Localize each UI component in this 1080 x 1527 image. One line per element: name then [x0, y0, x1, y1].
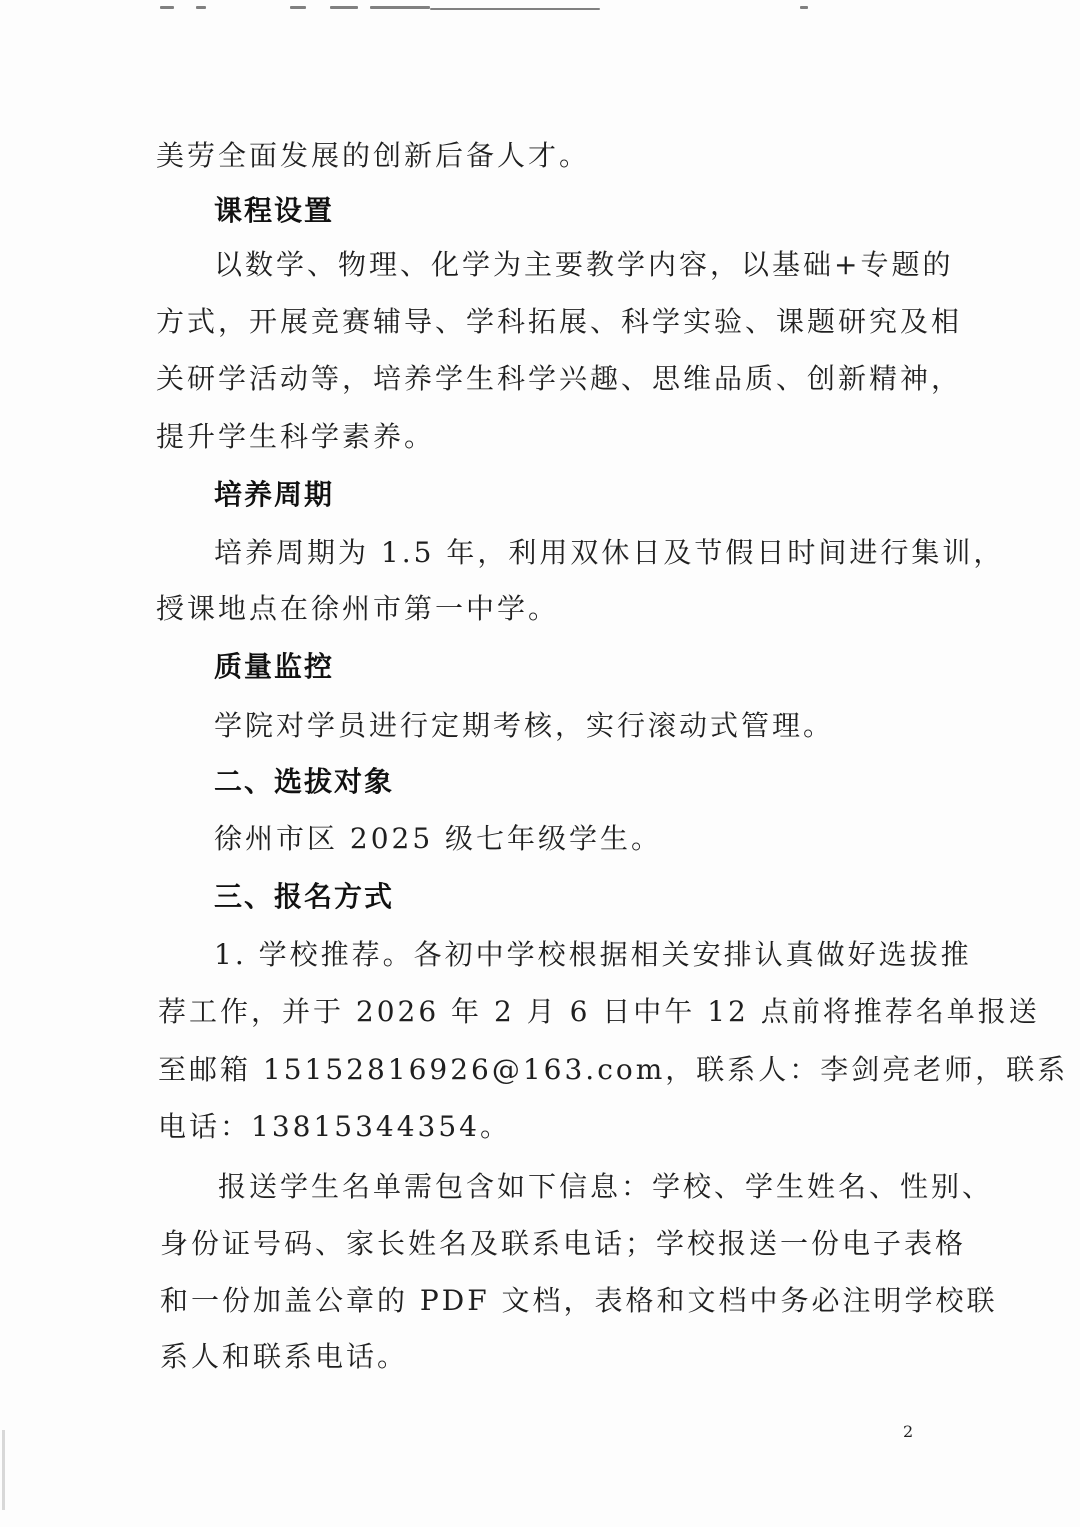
- body-line: 1. 学校推荐。各初中学校根据相关安排认真做好选拔推: [214, 938, 972, 971]
- body-line: 徐州市区 2025 级七年级学生。: [214, 822, 663, 855]
- section-heading-period: 培养周期: [214, 478, 335, 511]
- body-line: 报送学生名单需包含如下信息：学校、学生姓名、性别、: [218, 1170, 994, 1203]
- scan-edge-artifact: [0, 0, 1080, 20]
- section-heading-registration: 三、报名方式: [214, 880, 395, 913]
- body-line: 方式，开展竞赛辅导、学科拓展、科学实验、课题研究及相: [156, 305, 963, 338]
- scan-margin-artifact: [2, 1430, 5, 1510]
- body-line: 身份证号码、家长姓名及联系电话；学校报送一份电子表格: [160, 1227, 967, 1260]
- body-line: 系人和联系电话。: [160, 1340, 409, 1373]
- body-line: 提升学生科学素养。: [156, 420, 436, 453]
- body-line: 美劳全面发展的创新后备人才。: [156, 139, 591, 172]
- body-line: 和一份加盖公章的 PDF 文档，表格和文档中务必注明学校联: [160, 1284, 998, 1317]
- body-line: 荐工作，并于 2026 年 2 月 6 日中午 12 点前将推荐名单报送: [158, 995, 1040, 1028]
- body-line: 至邮箱 15152816926@163.com，联系人：李剑亮老师，联系: [158, 1053, 1069, 1086]
- section-heading-course: 课程设置: [214, 194, 335, 227]
- body-line: 关研学活动等，培养学生科学兴趣、思维品质、创新精神，: [156, 362, 963, 395]
- body-line: 以数学、物理、化学为主要教学内容，以基础+专题的: [214, 248, 954, 281]
- body-line: 授课地点在徐州市第一中学。: [156, 592, 560, 625]
- page-number: 2: [903, 1422, 914, 1441]
- body-line: 培养周期为 1.5 年，利用双休日及节假日时间进行集训，: [214, 536, 1005, 569]
- body-line: 学院对学员进行定期考核，实行滚动式管理。: [214, 709, 835, 742]
- section-heading-quality: 质量监控: [214, 650, 335, 683]
- section-heading-selection: 二、选拔对象: [214, 765, 395, 798]
- body-line: 电话：13815344354。: [158, 1110, 511, 1143]
